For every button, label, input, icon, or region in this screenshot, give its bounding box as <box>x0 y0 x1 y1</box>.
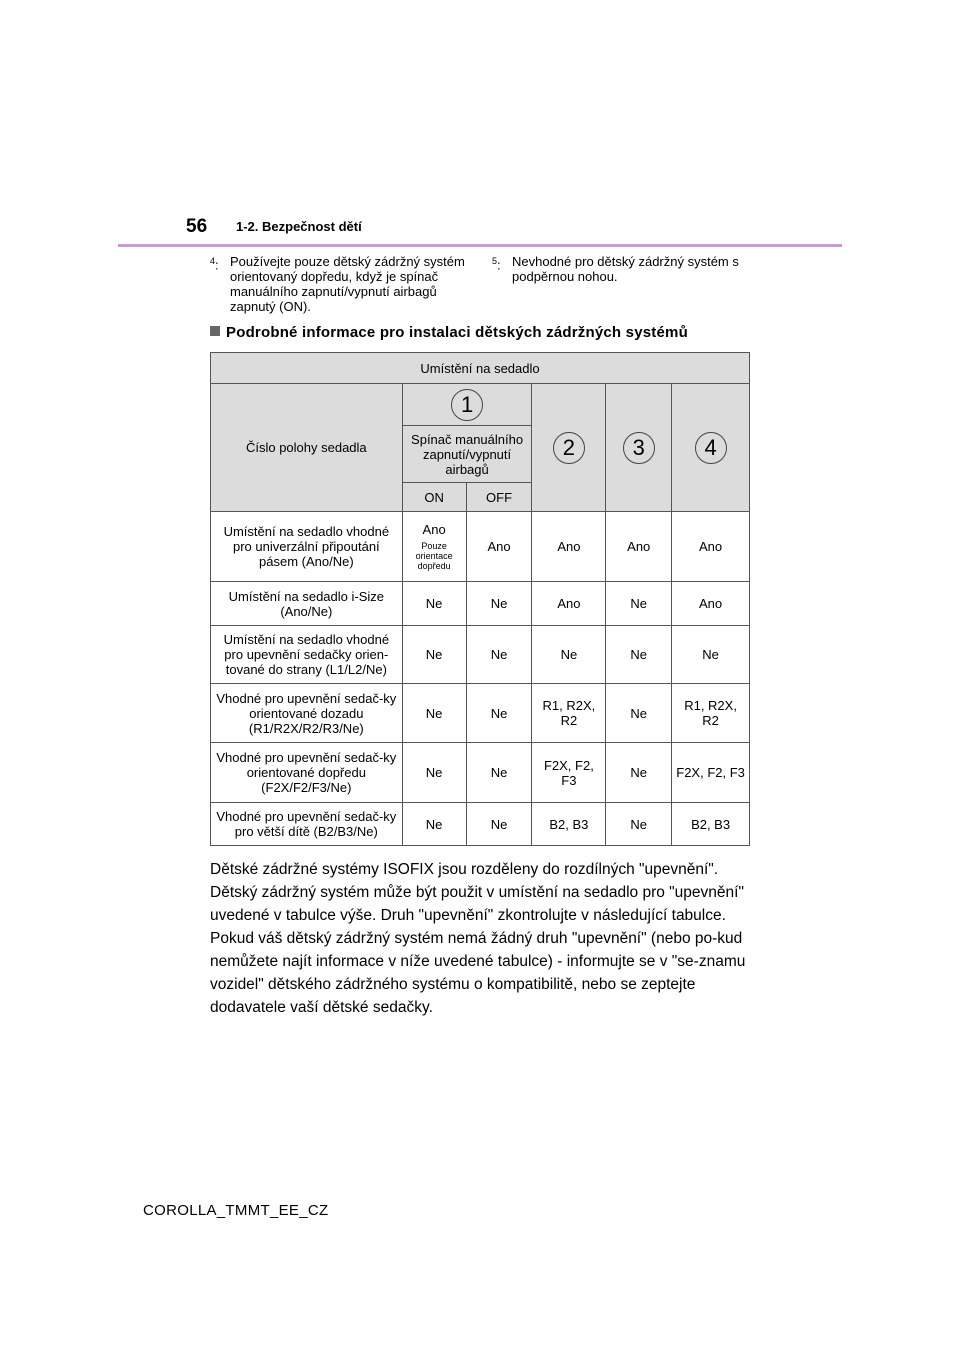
table-cell: Ne <box>466 803 532 846</box>
row-label: Vhodné pro upevnění sedač-ky orientované dopředu (F2X/F2/F3/Ne) <box>211 743 403 803</box>
document-code: COROLLA_TMMT_EE_CZ <box>143 1202 329 1219</box>
table-cell: Ne <box>606 743 672 803</box>
header-divider <box>118 244 842 247</box>
table-row <box>211 512 750 582</box>
section-title: 1-2. Bezpečnost dětí <box>236 219 362 234</box>
table-cell: Ne <box>606 582 672 626</box>
table-cell: Ne <box>466 582 532 626</box>
table-cell <box>402 512 466 582</box>
table-cell: Ano <box>466 512 532 582</box>
footnote-5: $^5$: Nevhodné pro dětský zádržný systém s podpěrnou nohou. <box>492 254 752 284</box>
footnote-text: Používejte pouze dětský zádržný systém orientovaný dopředu, když je spínač manuálního zapnutí/vypnutí airbagů zapnutý (ON). <box>230 254 465 314</box>
table-row <box>211 626 750 684</box>
footnote-4: $^4$: Používejte pouze dětský zádržný systém orientovaný dopředu, když je spínač manuálního zapnutí/vypnutí airbagů zapnutý (ON). <box>210 254 480 314</box>
page-number: 56 <box>186 216 208 237</box>
seat-1-header <box>402 384 532 426</box>
seat-4-header <box>672 384 750 512</box>
table-cell: R1, R2X, R2 <box>532 684 606 743</box>
row-label: Umístění na sedadlo i-Size (Ano/Ne) <box>211 582 403 626</box>
table-cell: B2, B3 <box>532 803 606 846</box>
table-cell: Ano <box>532 582 606 626</box>
table-cell: Ano <box>672 582 750 626</box>
table-cell: R1, R2X, R2 <box>672 684 750 743</box>
table-cell: Ne <box>402 743 466 803</box>
table-cell: Ano <box>672 512 750 582</box>
table-row <box>211 803 750 846</box>
table-cell: Ne <box>606 684 672 743</box>
airbag-switch-label: Spínač manuálního zapnutí/vypnutí airbagů <box>402 426 532 483</box>
footnote-text: Nevhodné pro dětský zádržný systém s podpěrnou nohou. <box>512 254 739 284</box>
table-cell: Ne <box>606 803 672 846</box>
table-cell: Ne <box>606 626 672 684</box>
seat-number-label: Číslo polohy sedadla <box>211 384 403 512</box>
table-row <box>211 582 750 626</box>
cell-note: Pouze orientace dopředu <box>415 541 453 571</box>
switch-off-label: OFF <box>466 483 532 512</box>
row-label: Umístění na sedadlo vhodné pro upevnění sedačky orien-tované do strany (L1/L2/Ne) <box>211 626 403 684</box>
row-label: Vhodné pro upevnění sedač-ky orientované dozadu (R1/R2X/R2/R3/Ne) <box>211 684 403 743</box>
row-label: Vhodné pro upevnění sedač-ky pro větší dítě (B2/B3/Ne) <box>211 803 403 846</box>
table-cell: Ne <box>466 626 532 684</box>
footnote-mark: 5 <box>492 256 498 266</box>
table-cell: B2, B3 <box>672 803 750 846</box>
table-top-header: Umístění na sedadlo <box>211 353 750 384</box>
seat-installation-table <box>210 352 750 846</box>
table-cell: Ne <box>402 582 466 626</box>
seat-1-number: 1 <box>451 389 483 421</box>
row-label: Umístění na sedadlo vhodné pro univerzální připoutání pásem (Ano/Ne) <box>211 512 403 582</box>
switch-on-label: ON <box>402 483 466 512</box>
table-cell: Ne <box>466 743 532 803</box>
square-bullet-icon <box>210 326 220 336</box>
table-cell: Ne <box>402 626 466 684</box>
table-cell: Ne <box>402 803 466 846</box>
table-cell: Ne <box>402 684 466 743</box>
seat-2-number: 2 <box>553 432 585 464</box>
subheading <box>210 324 688 341</box>
table-cell: Ne <box>672 626 750 684</box>
subheading-text: Podrobné informace pro instalaci dětských zádržných systémů <box>226 324 688 341</box>
cell-value: Ano <box>422 522 446 537</box>
seat-4-number: 4 <box>695 432 727 464</box>
table-cell: Ano <box>606 512 672 582</box>
table-cell: F2X, F2, F3 <box>532 743 606 803</box>
seat-3-number: 3 <box>623 432 655 464</box>
body-paragraph: Dětské zádržné systémy ISOFIX jsou rozděleny do rozdílných "upevnění". Dětský zádržný systém může být použit v umístění na sedadlo pro "upevnění" uvedené v tabulce výše. Druh "upevnění" zkontrolujte v následující tabulce. Pokud váš dětský zádržný systém nemá žádný druh "upevnění" (nebo po-kud nemůžete najít informace v níže uvedené tabulce) - informujte se v "se-znamu vozidel" dětského zádržného systému o kompatibilitě, nebo se zeptejte dodavatele vaší dětské sedačky. <box>210 861 746 1016</box>
table-row <box>211 743 750 803</box>
table-cell: Ano <box>532 512 606 582</box>
table-row <box>211 684 750 743</box>
table-cell: F2X, F2, F3 <box>672 743 750 803</box>
footnote-mark: 4 <box>210 256 216 266</box>
seat-3-header <box>606 384 672 512</box>
seat-2-header <box>532 384 606 512</box>
table-cell: Ne <box>532 626 606 684</box>
table-cell: Ne <box>466 684 532 743</box>
